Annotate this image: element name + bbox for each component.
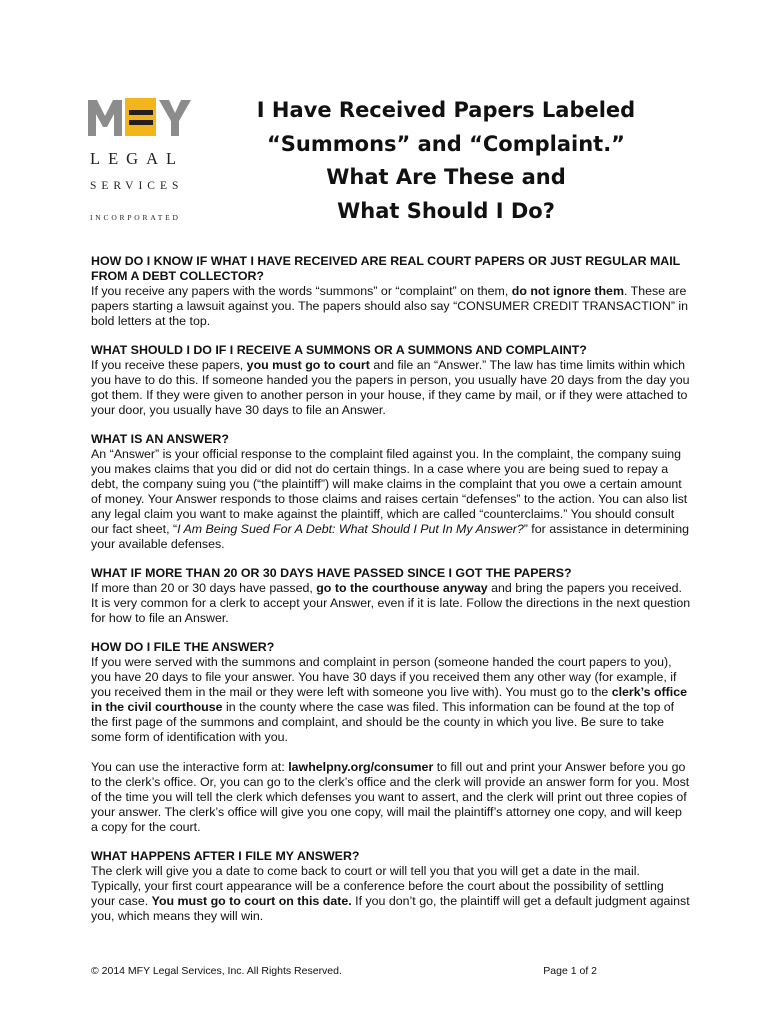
document-title — [236, 94, 656, 228]
section-paragraph — [91, 655, 691, 745]
bold-text: you must go to court — [246, 358, 370, 372]
section-paragraph — [91, 581, 691, 626]
text-run: If you receive any papers with the words “summons” or “complaint” on them, — [91, 284, 512, 298]
section-what-to-do — [91, 343, 691, 418]
text-run: ” for assistance in determining your available defenses. — [91, 522, 690, 551]
section-real-court-papers — [91, 254, 691, 329]
text-run: If you were served with the summons and complaint in person (someone handed the court papers to you), you have 20 days to file your answer. You have 30 days if you received them any other way (for example, if you received them in the mail or they were left with someone you live with). You must go to the — [91, 655, 677, 699]
copyright-text: © 2014 MFY Legal Services, Inc. All Rights Reserved. — [91, 965, 342, 977]
section-heading: WHAT IF MORE THAN 20 OR 30 DAYS HAVE PASSED SINCE I GOT THE PAPERS? — [91, 566, 572, 580]
section-heading: WHAT SHOULD I DO IF I RECEIVE A SUMMONS OR A SUMMONS AND COMPLAINT? — [91, 343, 587, 357]
title-line-1: I Have Received Papers Labeled — [256, 98, 636, 122]
text-run: . These are papers starting a lawsuit against you. The papers should also say “CONSUMER CREDIT TRANSACTION” in bold letters at the top. — [91, 284, 689, 328]
section-paragraph — [91, 447, 691, 552]
document-body — [91, 254, 691, 938]
text-run: If you receive these papers, — [91, 358, 247, 372]
mfy-logo-mark-icon — [88, 96, 192, 136]
italic-text: I Am Being Sued For A Debt: What Should I Put In My Answer? — [177, 522, 524, 536]
section-days-passed — [91, 566, 691, 626]
text-run: If you don’t go, the plaintiff will get a default judgment against you, which means they will win. — [91, 894, 690, 923]
text-run: to fill out and print your Answer before you go to the clerk’s office. Or, you can go to the clerk’s office and the clerk will provide an answer form for you. Most of the time you will tell the clerk which defenses you want to assert, and the clerk will print out three copies of your answer. The clerk’s office will give you one copy, will mail the plaintiff’s attorney one copy, and will keep a copy for the court. — [91, 760, 690, 834]
bold-text: do not ignore them — [511, 284, 624, 298]
section-paragraph — [91, 284, 691, 329]
section-paragraph — [91, 864, 691, 924]
section-heading: WHAT IS AN ANSWER? — [91, 432, 229, 446]
mfy-logo — [88, 96, 203, 231]
section-heading: HOW DO I KNOW IF WHAT I HAVE RECEIVED ARE REAL COURT PAPERS OR JUST REGULAR MAIL FROM A DEBT COLLECTOR? — [91, 254, 681, 283]
bold-text: You must go to court on this date. — [151, 894, 352, 908]
section-file-answer — [91, 640, 691, 835]
text-run: and file an “Answer.” The law has time limits within which you have to do this. If someone handed you the papers in person, you usually have 20 days from the day you got them. If they were given to another person in your house, if they came by mail, or if they were attached to your door, you usually have 30 days to file an Answer. — [91, 358, 690, 417]
logo-legal-text: LEGAL — [90, 149, 185, 168]
section-heading: HOW DO I FILE THE ANSWER? — [91, 640, 275, 654]
section-heading: WHAT HAPPENS AFTER I FILE MY ANSWER? — [91, 849, 360, 863]
bold-text: clerk’s office in the civil courthouse — [91, 685, 687, 714]
text-run: in the county where the case was filed. This information can be found at the top of the first page of the summons and complaint, and should be the county in which you live. Be sure to take some form of identification with you. — [91, 700, 675, 744]
section-after-filing — [91, 849, 691, 924]
lawhelp-link-text: lawhelpny.org/consumer — [288, 760, 434, 774]
logo-services-text: SERVICES — [90, 180, 184, 192]
text-run: An “Answer” is your official response to the complaint filed against you. In the complaint, the company suing you makes claims that you did or did not do certain things. In a case where you are being sued to repay a debt, the company suing you (“the plaintiff”) will make claims in the complaint that you owe a certain amount of money. Your Answer responds to those claims and raises certain “defenses” to the action. You can also list any legal claim you want to make against the plaintiff, which are called “counterclaims.” You should consult our fact sheet, “ — [91, 447, 688, 536]
title-line-2: “Summons” and “Complaint.” — [267, 131, 625, 156]
text-run: You can use the interactive form at: — [91, 760, 289, 774]
text-run: The clerk will give you a date to come back to court or will tell you that you will get a date in the mail. Typically, your first court appearance will be a conference before the court about the possibility of settling your case. — [91, 864, 664, 908]
text-run: and bring the papers you received. It is very common for a clerk to accept your Answer, even if it is late. Follow the directions in the next question for how to file an Answer. — [91, 581, 691, 625]
section-paragraph — [91, 760, 691, 835]
title-line-3: What Are These and — [326, 165, 566, 189]
bold-text: go to the courthouse anyway — [316, 581, 488, 595]
logo-incorporated-text: INCORPORATED — [90, 213, 181, 222]
title-line-4: What Should I Do? — [337, 198, 555, 223]
text-run: If more than 20 or 30 days have passed, — [91, 581, 317, 595]
section-what-is-answer — [91, 432, 691, 552]
section-paragraph — [91, 358, 691, 418]
page-number: Page 1 of 2 — [543, 965, 597, 977]
